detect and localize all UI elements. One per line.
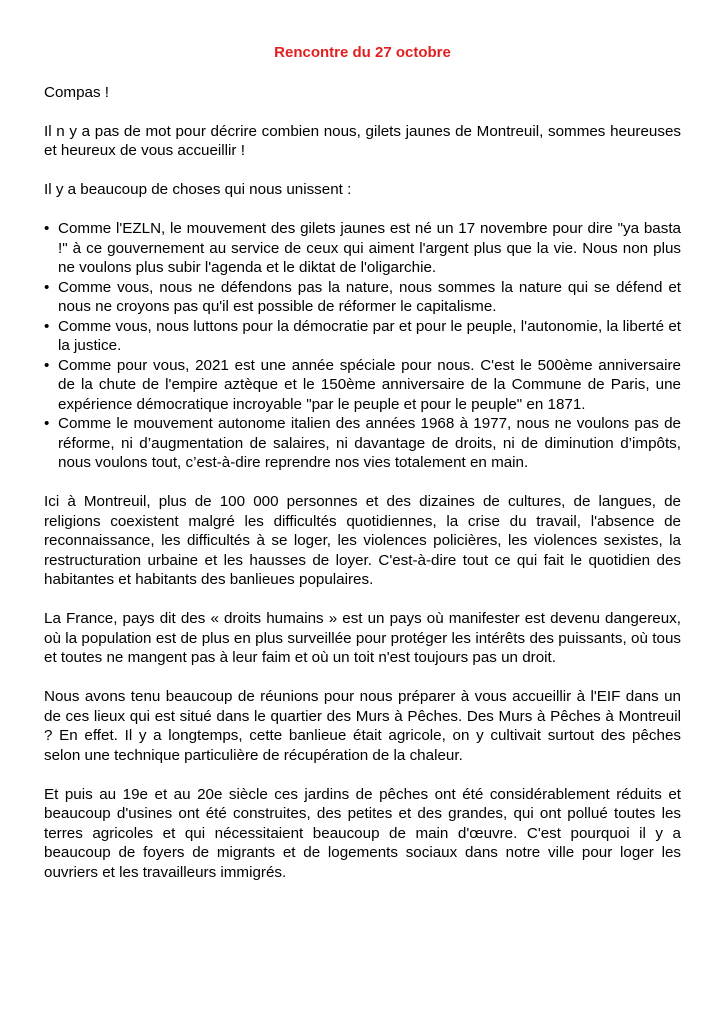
bullet-list (44, 219, 681, 473)
list-item-text: Comme vous, nous ne défendons pas la nature, nous sommes la nature qui se défend et nous ne croyons pas qu'il est possible de réformer le capitalisme. (58, 278, 681, 315)
list-item (44, 414, 681, 473)
intro-paragraph: Il n y a pas de mot pour décrire combien nous, gilets jaunes de Montreuil, sommes heureuses et heureux de vous accueillir ! (44, 122, 681, 159)
bullet-icon: • (44, 220, 50, 237)
list-item (44, 278, 681, 317)
bullet-icon: • (44, 317, 50, 335)
bullet-icon: • (44, 356, 50, 374)
greeting: Compas ! (44, 83, 109, 101)
document-page (44, 43, 681, 902)
list-item-text: Comme pour vous, 2021 est une année spéciale pour nous. C'est le 500ème anniversaire de la chute de l'empire aztèque et le 150ème anniversaire de la Commune de Paris, une expérience démocratique incroyable "par le peuple et pour le peuple" en 1871. (58, 356, 681, 413)
body-paragraph: Et puis au 19e et au 20e siècle ces jardins de pêches ont été considérablement réduits et beaucoup d'usines ont été construites, des petites et des grandes, qui ont pollué toutes les terres agricoles et qui nécessitaient beaucoup de main d'œuvre. C'est pourquoi il y a beaucoup de foyers de migrants et de logements sociaux dans notre ville pour loger les ouvriers et les travailleurs immigrés. (44, 785, 681, 881)
lead-paragraph: Il y a beaucoup de choses qui nous unissent : (44, 181, 352, 198)
list-item (44, 219, 681, 278)
body-paragraph: Ici à Montreuil, plus de 100 000 personnes et des dizaines de cultures, de langues, de religions coexistent malgré les difficultés quotidiennes, la crise du travail, l'absence de reconnaissance, les difficultés à se loger, les violences policières, les violences sexistes, la restructuration urbaine et les hausses de loyer. C'est-à-dire tout ce qui fait le quotidien des habitantes et habitants des banlieues populaires. (44, 493, 681, 588)
list-item-text: Comme vous, nous luttons pour la démocratie par et pour le peuple, l'autonomie, la liberté et la justice. (58, 317, 681, 354)
bullet-icon: • (44, 278, 50, 296)
body-paragraph: La France, pays dit des « droits humains » est un pays où manifester est devenu dangereux, où la population est de plus en plus surveillée pour protéger les intérêts des puissants, où tous et toutes ne mangent pas à leur faim et où un toit n'est toujours pas un droit. (44, 610, 681, 666)
list-item-text: Comme l'EZLN, le mouvement des gilets jaunes est né un 17 novembre pour dire "ya basta !" à ce gouvernement au service de ceux qui aiment l'argent plus que la vie. Nous non plus ne voulons plus subir l'agenda et le diktat de l'oligarchie. (58, 220, 681, 276)
document-title: Rencontre du 27 octobre (274, 44, 451, 61)
body-paragraph: Nous avons tenu beaucoup de réunions pour nous préparer à vous accueillir à l'EIF dans un de ces lieux qui est situé dans le quartier des Murs à Pêches. Des Murs à Pêches à Montreuil ? En effet. Il y a longtemps, cette banlieue était agricole, on y cultivait surtout des pêches selon une technique particulière de récupération de la chaleur. (44, 688, 681, 764)
list-item (44, 317, 681, 356)
list-item (44, 356, 681, 415)
bullet-icon: • (44, 415, 50, 432)
list-item-text: Comme le mouvement autonome italien des années 1968 à 1977, nous ne voulons pas de réforme, ni d’augmentation de salaires, ni davantage de droits, ni de diminution d’impôts, nous voulons tout, c’est-à-dire reprendre nos vies totalement en main. (58, 415, 681, 471)
